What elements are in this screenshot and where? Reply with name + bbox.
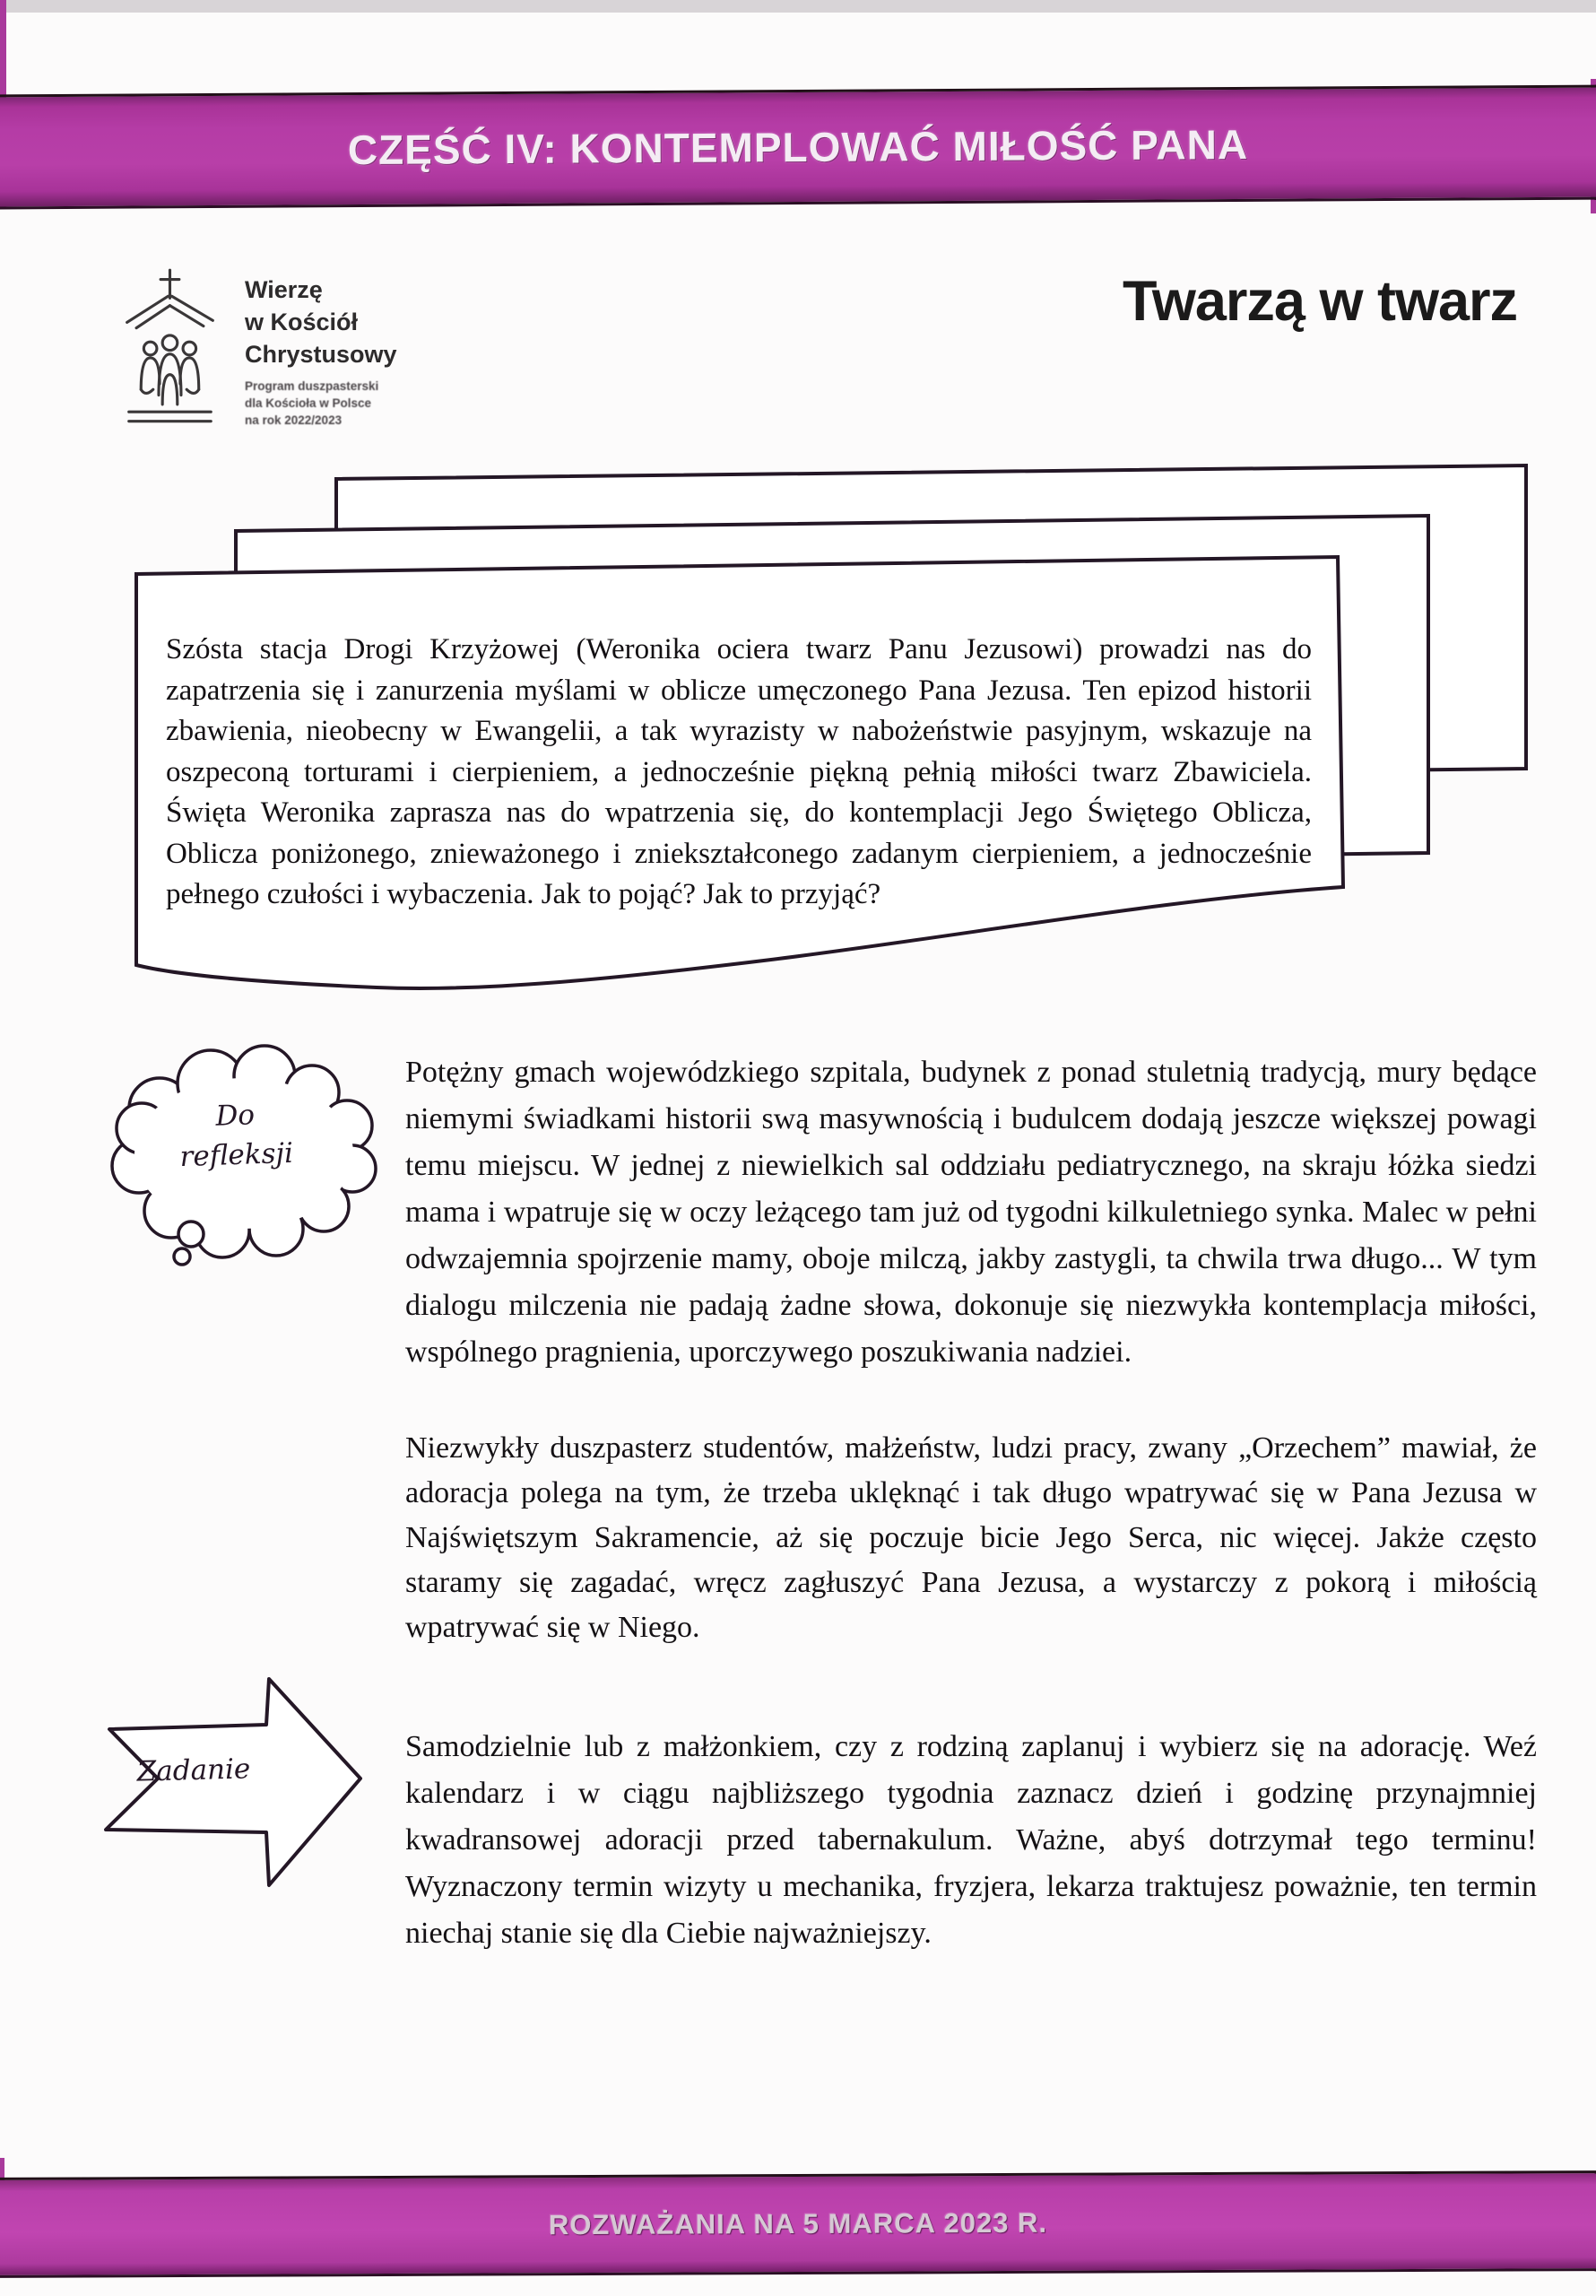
section-title: CZĘŚĆ IV: KONTEMPLOWAĆ MIŁOŚĆ PANA — [347, 120, 1249, 174]
logo-line: Wierzę — [245, 276, 323, 303]
reflection-paragraph-1: Potężny gmach wojewódzkiego szpitala, budynek z ponad stuletnią tradycją, mury będące niemymi świadkami historii swą masywnością i budulcem dodają jeszcze większej powagi temu miejscu. W jednej z niewielkich sal oddziału pediatrycznego, na skraju łóżka siedzi mama i wpatruje się w oczy leżącego tam już od tygodni kilkuletniego synka. Malec w pełni odwzajemnia spojrzenie mamy, oboje milczą, jakby zastygli, ta chwila trwa długo... W tym dialogu milczenia nie padają żadne słowa, dokonuje się niezwykła kontemplacja miłości, wspólnego pragnienia, uporczywego poszukiwania nadziei. — [405, 1056, 1537, 1369]
task-label: Zadanie — [136, 1752, 251, 1788]
footer-band — [0, 2170, 1596, 2278]
logo-subtitle: Program duszpasterski dla Kościoła w Polsce na rok 2022/2023 — [245, 379, 379, 427]
scan-edge-artifact — [0, 0, 1596, 13]
task-paragraph: Samodzielnie lub z małżonkiem, czy z rodziną zaplanuj i wybierz się na adorację. Weź kalendarz i w ciągu najbliższego tygodnia zaznacz dzień i godzinę przynajmniej kwadransowej adoracji przed tabernakulum. Ważne, abyś dotrzymał tego terminu! Wyznaczony termin wizyty u mechanika, fryzjera, lekarza traktujesz poważnie, ten termin niechaj stanie się dla Ciebie najważniejszy. — [405, 1730, 1537, 1950]
section-header-band — [0, 85, 1596, 210]
reflection-paragraph-2: Niezwykły duszpasterz studentów, małżeństw, ludzi pracy, zwany „Orzechem” mawiał, że adoracja polega na tym, że trzeba uklęknąć i tak długo wpatrywać się w Pana Jezusa w Najświętszym Sakramencie, aż się poczuje bicie Jego Serca, nic więcej. Jakże często staramy się zagadać, wręcz zagłuszyć Pana Jezusa, a wystarczy z pokorą i miłością wpatrywać się w Niego. — [405, 1431, 1537, 1644]
program-logo-text — [245, 274, 397, 429]
logo-line: w Kościół — [245, 309, 359, 335]
reflection-label: Do refleksji — [178, 1099, 294, 1174]
footer-text: ROZWAŻANIA NA 5 MARCA 2023 R. — [548, 2206, 1048, 2241]
logo-line: Chrystusowy — [245, 341, 397, 368]
program-logo — [121, 263, 417, 433]
page-title: Twarzą w twarz — [1123, 270, 1517, 333]
note-box-text: Szósta stacja Drogi Krzyżowej (Weronika ociera twarz Panu Jezusowi) prowadzi nas do zapatrzenia się i zanurzenia myślami w oblicze umęczonego Pana Jezusa. Ten epizod historii zbawienia, nieobecny w Ewangelii, a tak wyrazisty w nabożeństwie pasyjnym, wskazuje na oszpeconą torturami i cierpieniem, a jednocześnie piękną pełnią miłości twarz Zbawiciela. Święta Weronika zaprasza nas do wpatrzenia się, do kontemplacji Jego Świętego Oblicza, Oblicza poniżonego, znieważonego i zniekształconego zadanym cierpieniem, a jednocześnie pełnego czułości i wybaczenia. Jak to pojąć? Jak to przyjąć? — [166, 633, 1312, 910]
church-logo-icon — [121, 266, 220, 430]
